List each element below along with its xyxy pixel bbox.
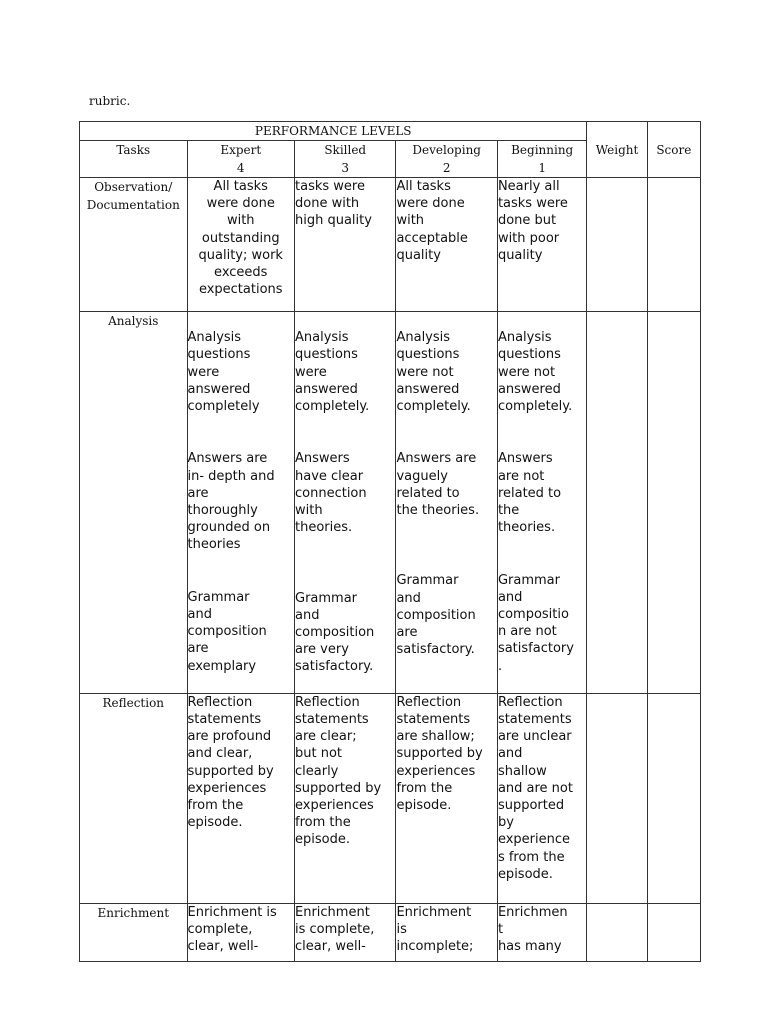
beginning-answers-para: Answers are not related to the theories. bbox=[497, 451, 562, 536]
expert-cell: Reflection statements are profound and clear, supported by experiences from the episode. bbox=[187, 693, 295, 903]
score-cell bbox=[647, 903, 700, 961]
table-row bbox=[80, 903, 701, 961]
developing-cell bbox=[396, 312, 497, 694]
developing-header bbox=[396, 141, 497, 178]
expert-cell bbox=[187, 312, 295, 694]
expert-cell: All tasks were done with outstanding quality; work exceeds expectations bbox=[187, 178, 295, 312]
skilled-analysis-para: Analysis questions were answered completely. bbox=[295, 330, 370, 415]
developing-label: Developing bbox=[412, 143, 481, 157]
weight-cell bbox=[587, 903, 647, 961]
beginning-score: 1 bbox=[538, 161, 546, 175]
expert-analysis-para: Analysis questions were answered completely bbox=[187, 330, 260, 415]
weight-header: Weight bbox=[587, 122, 647, 178]
score-cell bbox=[647, 312, 700, 694]
skilled-label: Skilled bbox=[324, 143, 367, 157]
score-header: Score bbox=[647, 122, 700, 178]
beginning-header bbox=[497, 141, 586, 178]
expert-answers-para: Answers are in- depth and are thoroughly grounded on theories bbox=[187, 451, 275, 553]
skilled-score: 3 bbox=[341, 161, 350, 175]
task-name: Analysis bbox=[80, 312, 188, 694]
score-cell bbox=[647, 693, 700, 903]
beginning-cell bbox=[497, 312, 586, 694]
beginning-label: Beginning bbox=[511, 143, 574, 157]
table-row bbox=[80, 693, 701, 903]
skilled-cell: Reflection statements are clear; but not clearly supported by experiences from the episode. bbox=[295, 693, 396, 903]
beginning-cell: Enrichmen t has many bbox=[497, 903, 586, 961]
developing-grammar-para: Grammar and composition are satisfactory. bbox=[396, 573, 476, 658]
task-name: Observation/ Documentation bbox=[80, 178, 188, 312]
skilled-answers-para: Answers have clear connection with theories. bbox=[295, 451, 367, 536]
task-name: Reflection bbox=[80, 693, 188, 903]
score-cell bbox=[647, 178, 700, 312]
tasks-header-label: Tasks bbox=[116, 143, 151, 157]
expert-header bbox=[187, 141, 295, 178]
expert-label: Expert bbox=[220, 143, 262, 157]
skilled-header bbox=[295, 141, 396, 178]
developing-cell: Reflection statements are shallow; supported by experiences from the episode. bbox=[396, 693, 497, 903]
skilled-cell: tasks were done with high quality bbox=[295, 178, 396, 312]
beginning-cell: Reflection statements are unclear and shallow and are not supported by experience s from the episode. bbox=[497, 693, 586, 903]
weight-cell bbox=[587, 693, 647, 903]
skilled-grammar-para: Grammar and composition are very satisfactory. bbox=[295, 590, 375, 675]
beginning-grammar-para: Grammar and compositio n are not satisfactory . bbox=[497, 572, 574, 674]
table-row bbox=[80, 178, 701, 312]
rubric-table bbox=[79, 121, 701, 962]
weight-cell bbox=[587, 312, 647, 694]
tasks-header bbox=[80, 141, 188, 178]
developing-cell: Enrichment is incomplete; bbox=[396, 903, 497, 961]
skilled-cell bbox=[295, 312, 396, 694]
expert-score: 4 bbox=[236, 161, 245, 175]
developing-cell: All tasks were done with acceptable quality bbox=[396, 178, 497, 312]
expert-grammar-para: Grammar and composition are exemplary bbox=[187, 589, 267, 674]
weight-cell bbox=[587, 178, 647, 312]
intro-text: rubric. bbox=[89, 94, 131, 108]
performance-levels-header: PERFORMANCE LEVELS bbox=[80, 122, 587, 141]
developing-score: 2 bbox=[442, 161, 451, 175]
beginning-analysis-para: Analysis questions were not answered completely. bbox=[497, 330, 573, 415]
beginning-cell: Nearly all tasks were done but with poor quality bbox=[497, 178, 586, 312]
task-name: Enrichment bbox=[80, 903, 188, 961]
developing-answers-para: Answers are vaguely related to the theories. bbox=[396, 451, 480, 519]
developing-analysis-para: Analysis questions were not answered completely. bbox=[396, 330, 471, 415]
expert-cell: Enrichment is complete, clear, well- bbox=[187, 903, 295, 961]
table-row bbox=[80, 312, 701, 694]
performance-levels-row bbox=[80, 122, 701, 141]
skilled-cell: Enrichment is complete, clear, well- bbox=[295, 903, 396, 961]
